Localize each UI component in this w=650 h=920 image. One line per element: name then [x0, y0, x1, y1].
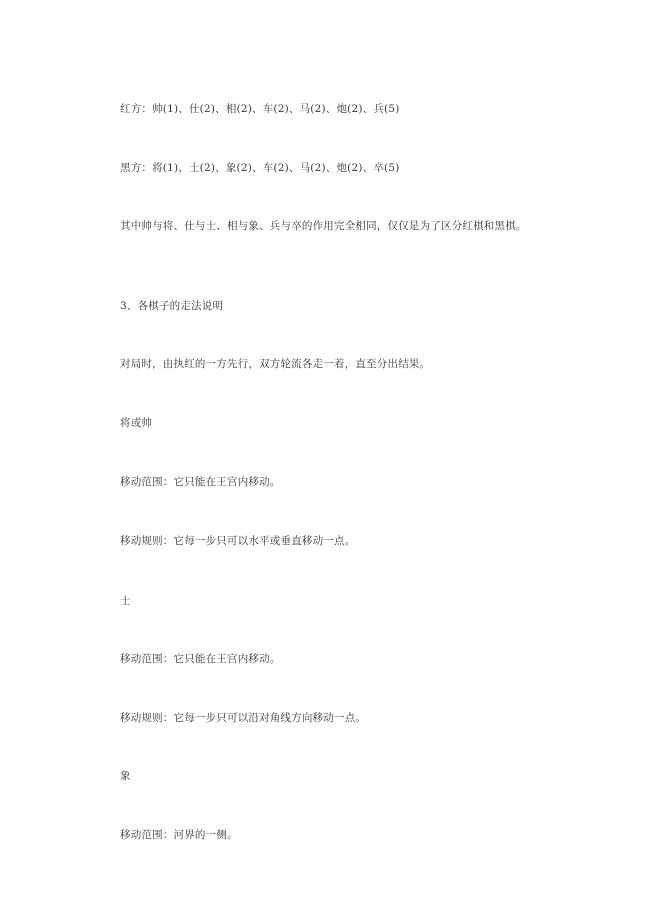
red-pieces-line: 红方：帅(1)、仕(2)、相(2)、车(2)、马(2)、炮(2)、兵(5) [120, 103, 400, 115]
pieces-equivalence-note: 其中帅与将、仕与士、相与象、兵与卒的作用完全相同，仅仅是为了区分红棋和黑棋。 [120, 220, 527, 232]
piece-heading-general: 将或帅 [120, 417, 153, 429]
advisor-rule-text: 移动规则：它每一步只可以沿对角线方向移动一点。 [120, 712, 367, 724]
piece-heading-advisor: 士 [120, 595, 131, 607]
section-heading: 3、各棋子的走法说明 [120, 300, 224, 312]
advisor-range-text: 移动范围：它只能在王宫内移动。 [120, 653, 281, 665]
elephant-range-text: 移动范围：河界的一侧。 [120, 829, 238, 841]
piece-heading-elephant: 象 [120, 770, 131, 782]
black-pieces-line: 黑方：将(1)、士(2)、象(2)、车(2)、马(2)、炮(2)、卒(5) [120, 162, 400, 174]
turn-order-paragraph: 对局时，由执红的一方先行，双方轮流各走一着，直至分出结果。 [120, 358, 431, 370]
general-rule-text: 移动规则：它每一步只可以水平或垂直移动一点。 [120, 535, 356, 547]
general-range-text: 移动范围：它只能在王宫内移动。 [120, 476, 281, 488]
